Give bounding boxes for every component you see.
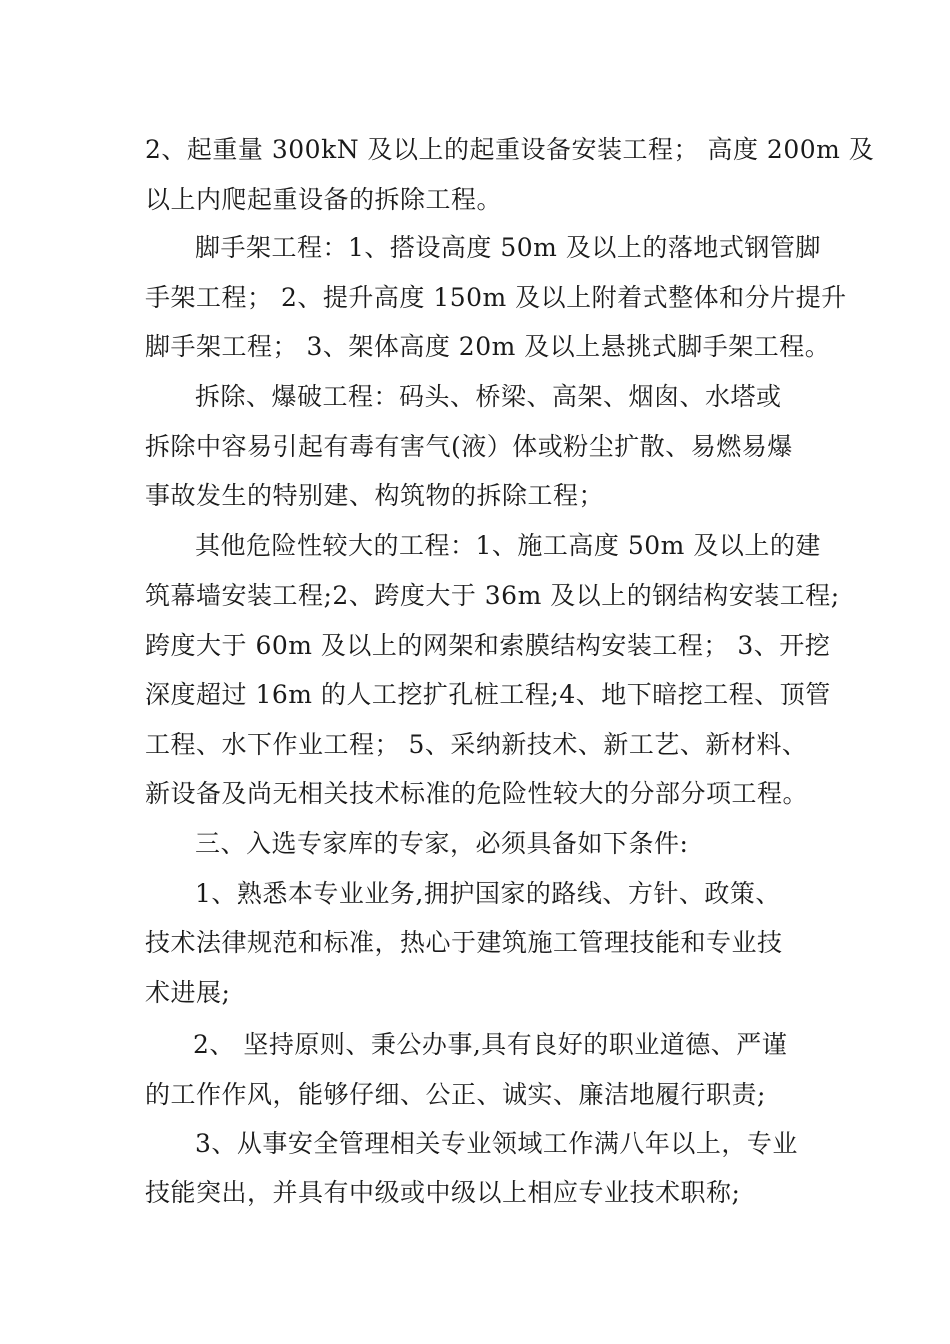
text-line: 3、从事安全管理相关专业领域工作满八年以上，专业 (195, 1129, 798, 1158)
text-line: 技术法律规范和标准，热心于建筑施工管理技能和专业技 (145, 928, 783, 957)
text-line: 手架工程； 2、提升高度 150m 及以上附着式整体和分片提升 (145, 283, 847, 312)
text-line: 深度超过 16m 的人工挖扩孔桩工程;4、地下暗挖工程、顶管 (145, 680, 831, 709)
text-line: 事故发生的特别建、构筑物的拆除工程； (145, 481, 605, 510)
text-line: 的工作作风，能够仔细、公正、诚实、廉洁地履行职责; (145, 1080, 766, 1109)
text-line: 技能突出，并具有中级或中级以上相应专业技术职称; (145, 1178, 741, 1207)
text-line: 脚手架工程：1、搭设高度 50m 及以上的落地式钢管脚 (195, 233, 821, 262)
text-line: 2、 坚持原则、秉公办事,具有良好的职业道德、严谨 (193, 1030, 788, 1059)
text-line: 新设备及尚无相关技术标准的危险性较大的分部分项工程。 (145, 779, 809, 808)
text-line: 以上内爬起重设备的拆除工程。 (145, 185, 503, 214)
section-heading: 三、入选专家库的专家，必须具备如下条件: (195, 829, 689, 858)
text-line: 拆除中容易引起有毒有害气(液）体或粉尘扩散、易燃易爆 (145, 432, 793, 461)
text-line: 其他危险性较大的工程：1、施工高度 50m 及以上的建 (195, 531, 821, 560)
text-line: 工程、水下作业工程； 5、采纳新技术、新工艺、新材料、 (145, 730, 808, 759)
text-line: 筑幕墙安装工程;2、跨度大于 36m 及以上的钢结构安装工程; (145, 581, 840, 610)
text-line: 拆除、爆破工程：码头、桥梁、高架、烟囱、水塔或 (195, 382, 782, 411)
text-line: 跨度大于 60m 及以上的网架和索膜结构安装工程； 3、开挖 (145, 631, 831, 660)
text-line: 1、熟悉本专业业务,拥护国家的路线、方针、政策、 (195, 879, 781, 908)
text-line: 2、起重量 300kN 及以上的起重设备安装工程； 高度 200m 及 (145, 135, 875, 164)
text-line: 术进展; (145, 978, 231, 1007)
text-line: 脚手架工程； 3、架体高度 20m 及以上悬挑式脚手架工程。 (145, 332, 831, 361)
